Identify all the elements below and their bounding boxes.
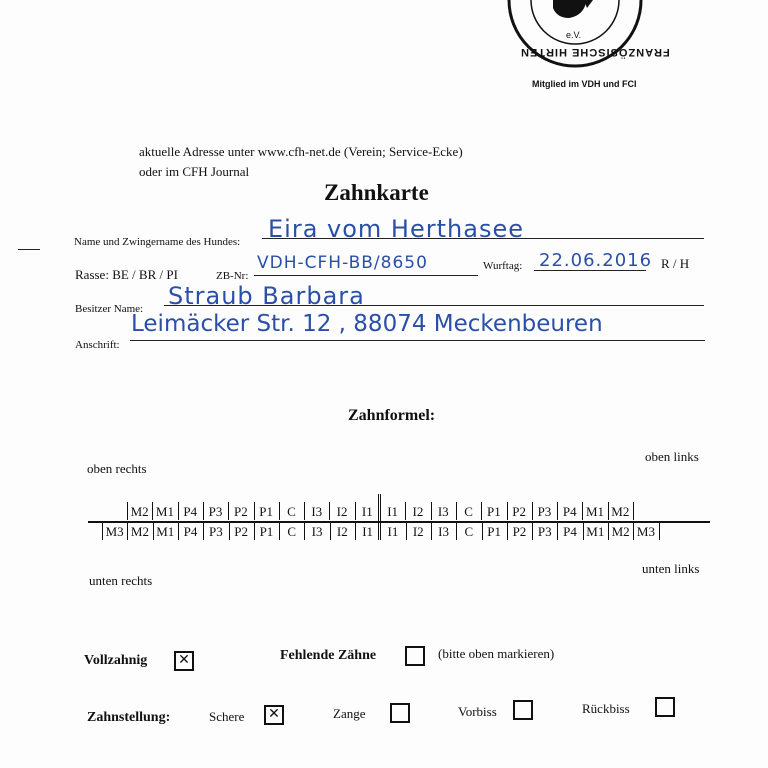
formula-cell-separator	[608, 522, 609, 540]
formula-cell-separator	[254, 522, 255, 540]
formula-cell-separator	[152, 502, 153, 520]
vorbiss-checkbox[interactable]	[513, 700, 533, 720]
page-title: Zahnkarte	[324, 180, 429, 205]
vollzahnig-check-mark: ✕	[178, 652, 190, 668]
formula-cell-separator	[304, 522, 305, 540]
upper-tooth-cell[interactable]: I2	[336, 504, 348, 519]
upper-tooth-cell[interactable]: C	[287, 504, 296, 519]
formula-cell-separator	[203, 502, 204, 520]
formula-cell-separator	[228, 502, 229, 520]
upper-tooth-cell[interactable]: M1	[155, 504, 174, 519]
vollzahnig-label: Vollzahnig	[84, 653, 148, 668]
lower-tooth-cell[interactable]: P2	[512, 524, 527, 539]
formula-midline	[378, 494, 381, 540]
lower-left-label: unten links	[642, 561, 700, 576]
formula-cell-separator	[329, 502, 330, 520]
member-text: Mitglied im VDH und FCI	[532, 79, 637, 89]
lower-tooth-cell[interactable]: I2	[412, 524, 424, 539]
lower-right-label: unten rechts	[89, 573, 153, 588]
formula-cell-separator	[178, 522, 179, 540]
formula-cell-separator	[153, 522, 154, 540]
upper-tooth-cell[interactable]: I1	[387, 504, 399, 519]
seal-ring-text: FRANZÖSISCHE HIRTEN	[520, 46, 670, 58]
formula-cell-separator	[633, 522, 634, 540]
name-underline	[262, 238, 704, 239]
formula-cell-separator	[406, 522, 407, 540]
lower-tooth-cell[interactable]: P3	[208, 524, 223, 539]
formula-cell-separator	[456, 502, 457, 520]
formula-cell-separator	[304, 502, 305, 520]
seal-graphic	[495, 0, 655, 80]
lower-tooth-cell[interactable]: C	[287, 524, 297, 539]
lower-tooth-cell[interactable]: P1	[259, 524, 274, 539]
upper-tooth-cell[interactable]: M2	[611, 504, 630, 519]
formula-cell-separator	[380, 502, 381, 520]
owner-value: Straub Barbara	[168, 282, 365, 310]
lower-tooth-cell[interactable]: I3	[438, 524, 449, 539]
formula-cell-separator	[127, 522, 128, 540]
address-label: Anschrift:	[75, 339, 120, 351]
club-logo	[495, 0, 655, 80]
upper-tooth-cell[interactable]: P2	[512, 504, 527, 519]
formula-divider-line	[88, 521, 710, 523]
lower-tooth-cell[interactable]: M1	[586, 524, 605, 539]
formula-cell-separator	[102, 522, 103, 540]
upper-tooth-cell[interactable]: I3	[437, 504, 449, 519]
formula-cell-separator	[279, 522, 280, 540]
lower-tooth-cell[interactable]: P1	[487, 524, 502, 539]
formula-cell-separator	[178, 502, 179, 520]
lower-tooth-cell[interactable]: I1	[362, 524, 374, 539]
zb-underline	[254, 275, 478, 276]
formula-cell-separator	[481, 502, 482, 520]
breed-label: Rasse: BE / BR / PI	[75, 267, 178, 282]
upper-tooth-cell[interactable]: P3	[208, 504, 223, 519]
lower-tooth-cell[interactable]: M2	[130, 524, 149, 539]
name-value: Eira vom Herthasee	[268, 215, 524, 243]
upper-tooth-cell[interactable]: P2	[233, 504, 248, 519]
zahnstellung-label: Zahnstellung:	[87, 710, 171, 725]
wurftag-value: 22.06.2016	[539, 250, 653, 271]
formula-cell-separator	[330, 522, 331, 540]
formula-cell-separator	[633, 502, 634, 520]
lower-tooth-cell[interactable]: M1	[156, 524, 175, 539]
formula-title: Zahnformel:	[348, 407, 436, 424]
lower-tooth-cell[interactable]: M3	[636, 524, 655, 539]
upper-tooth-cell[interactable]: P4	[183, 504, 198, 519]
schere-check-mark: ✕	[268, 706, 280, 722]
seal-ev: e.V.	[566, 30, 582, 40]
lower-tooth-cell[interactable]: P2	[234, 524, 249, 539]
vorbiss-label: Vorbiss	[458, 704, 497, 719]
upper-tooth-cell[interactable]: M1	[586, 504, 605, 519]
wurftag-label: Wurftag:	[483, 260, 523, 272]
address-hint-line2: oder im CFH Journal	[139, 164, 250, 179]
schere-label: Schere	[209, 709, 245, 724]
upper-tooth-cell[interactable]: C	[464, 504, 473, 519]
upper-tooth-cell[interactable]: I3	[311, 504, 323, 519]
formula-cell-separator	[532, 522, 533, 540]
zb-value: VDH-CFH-BB/8650	[257, 253, 428, 273]
address-underline	[130, 340, 705, 341]
lower-tooth-cell[interactable]: C	[464, 524, 474, 539]
formula-cell-separator	[279, 502, 280, 520]
formula-cell-separator	[229, 522, 230, 540]
owner-underline	[164, 305, 704, 306]
formula-cell-separator	[659, 522, 660, 540]
address-value: Leimäcker Str. 12 , 88074 Meckenbeuren	[131, 311, 603, 337]
lower-tooth-cell[interactable]: M2	[611, 524, 630, 539]
rueckbiss-label: Rückbiss	[582, 701, 630, 716]
fehlende-note: (bitte oben markieren)	[438, 646, 555, 661]
formula-cell-separator	[557, 502, 558, 520]
upper-left-label: oben links	[645, 449, 699, 464]
margin-mark	[18, 249, 40, 250]
fehlende-label: Fehlende Zähne	[280, 648, 377, 663]
sex-label: R / H	[661, 256, 690, 271]
zange-checkbox[interactable]	[390, 703, 410, 723]
wurftag-underline	[534, 270, 646, 271]
formula-cell-separator	[608, 502, 609, 520]
upper-tooth-cell[interactable]: P3	[537, 504, 552, 519]
owner-label: Besitzer Name:	[75, 303, 144, 315]
formula-cell-separator	[532, 502, 533, 520]
upper-right-label: oben rechts	[87, 461, 147, 476]
formula-cell-separator	[254, 502, 255, 520]
formula-cell-separator	[355, 522, 356, 540]
formula-cell-separator	[127, 502, 128, 520]
fehlende-checkbox[interactable]	[405, 646, 425, 666]
formula-cell-separator	[355, 502, 356, 520]
formula-cell-separator	[431, 502, 432, 520]
upper-tooth-cell[interactable]: M2	[130, 504, 149, 519]
lower-tooth-cell[interactable]: M3	[105, 524, 124, 539]
upper-tooth-cell[interactable]: P4	[562, 504, 577, 519]
formula-cell-separator	[482, 522, 483, 540]
formula-cell-separator	[583, 522, 584, 540]
upper-tooth-cell[interactable]: P1	[259, 504, 274, 519]
lower-tooth-cell[interactable]: I2	[336, 524, 348, 539]
name-label: Name und Zwingername des Hundes:	[74, 236, 241, 248]
upper-tooth-cell[interactable]: I2	[412, 504, 424, 519]
lower-tooth-cell[interactable]: P4	[563, 524, 577, 539]
rueckbiss-checkbox[interactable]	[655, 697, 675, 717]
formula-cell-separator	[456, 522, 457, 540]
formula-cell-separator	[405, 502, 406, 520]
formula-cell-separator	[203, 522, 204, 540]
formula-cell-separator	[380, 522, 381, 540]
address-hint-line1: aktuelle Adresse unter www.cfh-net.de (Verein; Service-Ecke)	[139, 144, 463, 159]
upper-tooth-cell[interactable]: P1	[486, 504, 501, 519]
formula-cell-separator	[582, 502, 583, 520]
zb-label: ZB-Nr:	[216, 270, 249, 282]
formula-cell-separator	[431, 522, 432, 540]
upper-tooth-cell[interactable]: I1	[361, 504, 373, 519]
lower-tooth-cell[interactable]: P4	[183, 524, 198, 539]
formula-cell-separator	[557, 522, 558, 540]
formula-cell-separator	[507, 502, 508, 520]
lower-tooth-cell[interactable]: I1	[387, 524, 399, 539]
lower-tooth-cell[interactable]: I3	[311, 524, 323, 539]
formula-cell-separator	[507, 522, 508, 540]
lower-tooth-cell[interactable]: P3	[537, 524, 552, 539]
zange-label: Zange	[333, 706, 366, 721]
